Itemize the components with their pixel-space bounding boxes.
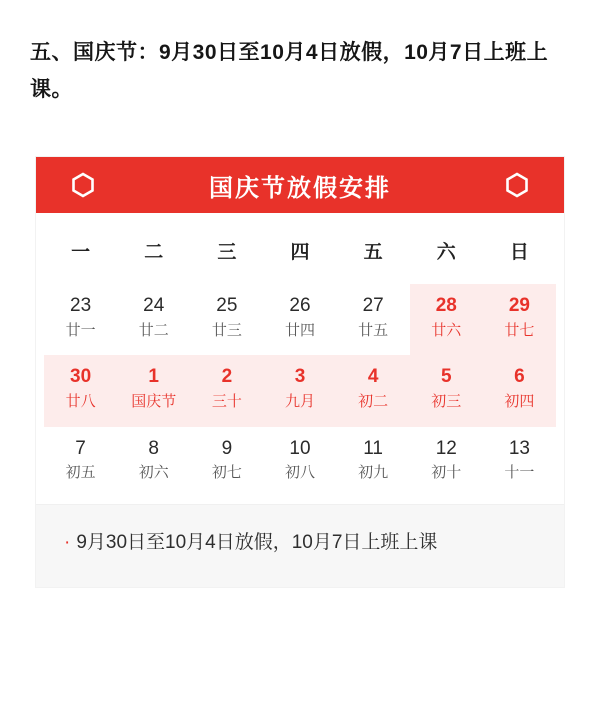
calendar-day[interactable]	[44, 355, 117, 426]
day-number: 4	[367, 366, 379, 388]
hexagon-icon	[70, 172, 96, 198]
calendar-day[interactable]	[263, 284, 336, 355]
day-number: 8	[148, 437, 159, 459]
calendar-day[interactable]	[483, 427, 556, 498]
day-number: 29	[508, 295, 530, 316]
weekday-label: 二	[144, 242, 164, 263]
calendar-card	[36, 157, 564, 587]
calendar-week-row	[44, 355, 556, 426]
intro-paragraph: 五、国庆节：9月30日至10月4日放假，10月7日上班上课。	[30, 41, 549, 101]
day-number: 6	[514, 366, 525, 388]
day-sublabel: 初二	[358, 393, 389, 410]
calendar-title: 国庆节放假安排	[209, 174, 391, 202]
day-number: 2	[221, 366, 233, 388]
day-number: 3	[294, 366, 306, 388]
weekday-label: 日	[509, 242, 529, 263]
note-text: 9月30日至10月4日放假，10月7日上班上课	[76, 531, 438, 553]
weekday-label: 四	[290, 242, 310, 263]
calendar-day[interactable]	[483, 284, 556, 355]
day-sublabel: 廿四	[284, 321, 315, 339]
weekday-label: 五	[363, 242, 383, 263]
note-bullet-icon: ·	[64, 531, 71, 553]
day-sublabel: 廿一	[65, 321, 96, 339]
day-sublabel: 廿三	[211, 321, 242, 339]
day-sublabel: 十一	[504, 464, 535, 482]
calendar-day[interactable]	[263, 355, 336, 426]
page-root	[0, 21, 600, 713]
day-number: 12	[435, 437, 457, 459]
calendar-day[interactable]	[410, 355, 483, 426]
calendar-day[interactable]	[190, 427, 263, 498]
calendar-day[interactable]	[117, 427, 190, 498]
calendar-week-row	[44, 427, 556, 498]
day-number: 24	[143, 295, 165, 316]
day-sublabel: 廿二	[138, 321, 169, 339]
calendar-week-row	[44, 284, 556, 355]
calendar-day[interactable]	[483, 355, 556, 426]
day-sublabel: 初七	[211, 464, 242, 482]
day-number: 9	[221, 437, 233, 459]
calendar-day[interactable]	[263, 427, 336, 498]
calendar-day[interactable]	[44, 284, 117, 355]
day-number: 7	[75, 437, 86, 459]
day-sublabel: 九月	[284, 393, 315, 410]
calendar-day[interactable]	[44, 427, 117, 498]
day-number: 13	[508, 437, 530, 459]
calendar-day[interactable]	[117, 355, 190, 426]
calendar-day[interactable]	[117, 284, 190, 355]
day-number: 11	[363, 437, 383, 459]
calendar-grid	[36, 284, 564, 504]
day-sublabel: 初六	[138, 464, 169, 482]
calendar-day[interactable]	[410, 427, 483, 498]
day-sublabel: 初八	[284, 464, 315, 482]
day-number: 5	[440, 366, 452, 388]
day-number: 25	[216, 295, 238, 316]
day-number: 26	[289, 295, 311, 316]
day-sublabel: 初九	[358, 464, 389, 482]
day-sublabel: 初十	[431, 464, 462, 482]
day-sublabel: 廿八	[65, 393, 96, 410]
day-sublabel: 初四	[504, 393, 535, 410]
day-number: 1	[148, 366, 159, 388]
day-number: 28	[435, 295, 457, 316]
calendar-day[interactable]	[337, 427, 410, 498]
day-sublabel: 初三	[431, 393, 462, 410]
weekday-header-row	[36, 213, 564, 284]
calendar-day[interactable]	[337, 355, 410, 426]
day-sublabel: 初五	[65, 464, 96, 482]
day-sublabel: 廿六	[431, 321, 462, 339]
day-number: 10	[289, 437, 311, 459]
day-sublabel: 廿七	[504, 321, 535, 339]
hexagon-icon	[504, 172, 530, 198]
day-sublabel: 廿五	[358, 321, 389, 339]
day-sublabel: 三十	[211, 393, 242, 410]
day-number: 27	[362, 295, 384, 316]
calendar-day[interactable]	[410, 284, 483, 355]
day-sublabel: 国庆节	[131, 393, 177, 410]
calendar-day[interactable]	[190, 355, 263, 426]
weekday-label: 一	[71, 242, 91, 263]
calendar-note	[36, 504, 564, 587]
calendar-day[interactable]	[190, 284, 263, 355]
weekday-label: 六	[436, 242, 456, 263]
day-number: 23	[70, 295, 92, 316]
weekday-label: 三	[217, 242, 237, 263]
calendar-day[interactable]	[337, 284, 410, 355]
day-number: 30	[70, 366, 92, 388]
calendar-header	[36, 157, 564, 213]
